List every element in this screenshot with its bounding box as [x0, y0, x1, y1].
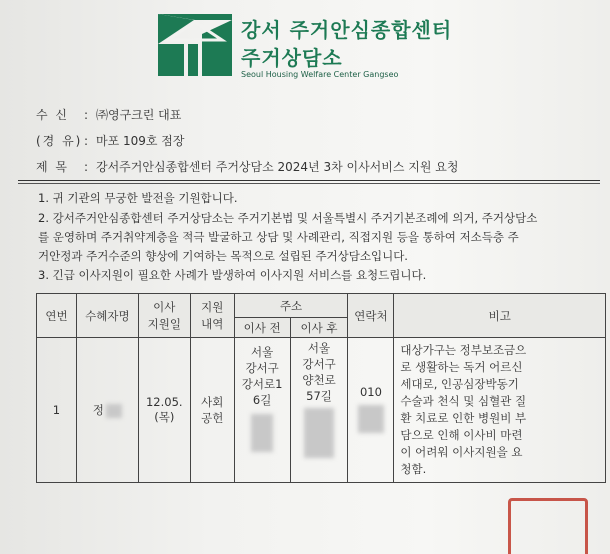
via-line: (경 유) : 마포 109호 점장 — [36, 134, 185, 148]
after-line4: 57길 — [306, 389, 332, 403]
paragraph-1: 1. 귀 기관의 무궁한 발전을 기원합니다. — [38, 191, 238, 205]
redacted-contact — [358, 405, 384, 433]
subject-line: 제 목 : 강서주거안심종합센터 주거상담소 2024년 3차 이사서비스 지원 요청 — [36, 160, 459, 174]
table-header-row-1 — [37, 294, 606, 318]
cell-address-after — [290, 338, 348, 483]
cell-remarks — [394, 338, 606, 483]
divider-top — [18, 180, 600, 181]
support-line2: 공헌 — [201, 411, 224, 425]
after-line3: 양천로 — [302, 373, 336, 387]
table-row — [37, 338, 606, 483]
remarks-line5: 환 치료로 인한 병원비 부 — [400, 411, 527, 425]
header-beneficiary: 수혜자명 — [76, 294, 138, 338]
official-seal-stamp — [508, 498, 588, 554]
remarks-line3: 세대로, 인공심장박동기 — [400, 377, 519, 391]
cell-support — [190, 338, 234, 483]
redacted-after-address — [304, 408, 334, 458]
paragraph-3: 3. 긴급 이사지원이 필요한 사례가 발생하여 이사지원 서비스를 요청드립니다. — [38, 268, 427, 282]
cell-beneficiary — [76, 338, 138, 483]
cell-address-before — [234, 338, 290, 483]
move-date-line1: 12.05. — [145, 395, 183, 409]
request-table — [36, 293, 606, 483]
after-line1: 서울 — [307, 341, 331, 355]
header-contact: 연락처 — [348, 294, 394, 338]
cell-move-date — [138, 338, 190, 483]
cell-contact — [348, 338, 394, 483]
redacted-before-address — [251, 414, 273, 452]
before-line2: 강서구 — [245, 361, 279, 375]
org-name-line1: 강서 주거안심종합센터 — [241, 18, 453, 42]
recipient-label: 수 신 — [36, 108, 69, 122]
remarks-line6: 담으로 인해 이사비 마련 — [400, 428, 523, 442]
header-no: 연번 — [37, 294, 77, 338]
remarks-line7: 이 어려워 이사지원을 요 — [400, 445, 523, 459]
cell-no: 1 — [37, 338, 77, 483]
recipient-value: ㈜영구크린 대표 — [96, 108, 182, 122]
header-address-before: 이사 전 — [234, 318, 290, 338]
org-name-line2: 주거상담소 — [241, 46, 343, 70]
org-name-english: Seoul Housing Welfare Center Gangseo — [241, 70, 399, 79]
paragraph-2-line2: 를 운영하며 주거취약계층을 적극 발굴하고 상담 및 사례관리, 직접지원 등을 통하여 저소득층 주 — [38, 230, 519, 244]
move-date-line2: (목) — [154, 410, 175, 424]
header-move-date: 이사 지원일 — [138, 294, 190, 338]
before-line4: 6길 — [252, 393, 272, 407]
subject-value: 강서주거안심종합센터 주거상담소 2024년 3차 이사서비스 지원 요청 — [96, 160, 459, 174]
remarks-line8: 청함. — [400, 462, 427, 476]
recipient-line: 수 신 : ㈜영구크린 대표 — [36, 108, 182, 122]
beneficiary-initial: 정 — [92, 403, 104, 417]
remarks-line1: 대상가구는 정부보조금으 — [400, 343, 527, 357]
redacted-name — [106, 404, 122, 418]
header-remarks: 비고 — [394, 294, 606, 338]
support-line1: 사회 — [201, 395, 224, 409]
via-label: (경 유) — [36, 134, 83, 148]
before-line3: 강서로1 — [241, 377, 283, 391]
paragraph-2-line3: 거안정과 주거수준의 향상에 기여하는 목적으로 설립된 주거상담소입니다. — [38, 249, 408, 263]
paragraph-2-line1: 2. 강서주거안심종합센터 주거상담소는 주거기본법 및 서울특별시 주거기본조례에 의거, 주거상담소 — [38, 211, 538, 225]
contact-prefix: 010 — [359, 384, 382, 399]
header-address: 주소 — [234, 294, 348, 318]
remarks-line2: 로 생활하는 독거 어르신 — [400, 360, 523, 374]
remarks-line4: 수술과 천식 및 심혈관 질 — [400, 394, 527, 408]
divider-top-2 — [18, 183, 600, 184]
letterhead — [158, 14, 458, 90]
house-logo-icon — [158, 14, 232, 76]
after-line2: 강서구 — [302, 357, 336, 371]
via-value: 마포 109호 점장 — [96, 134, 185, 148]
header-address-after: 이사 후 — [290, 318, 348, 338]
before-line1: 서울 — [251, 345, 274, 359]
header-support: 지원 내역 — [190, 294, 234, 338]
subject-label: 제 목 — [36, 160, 69, 174]
